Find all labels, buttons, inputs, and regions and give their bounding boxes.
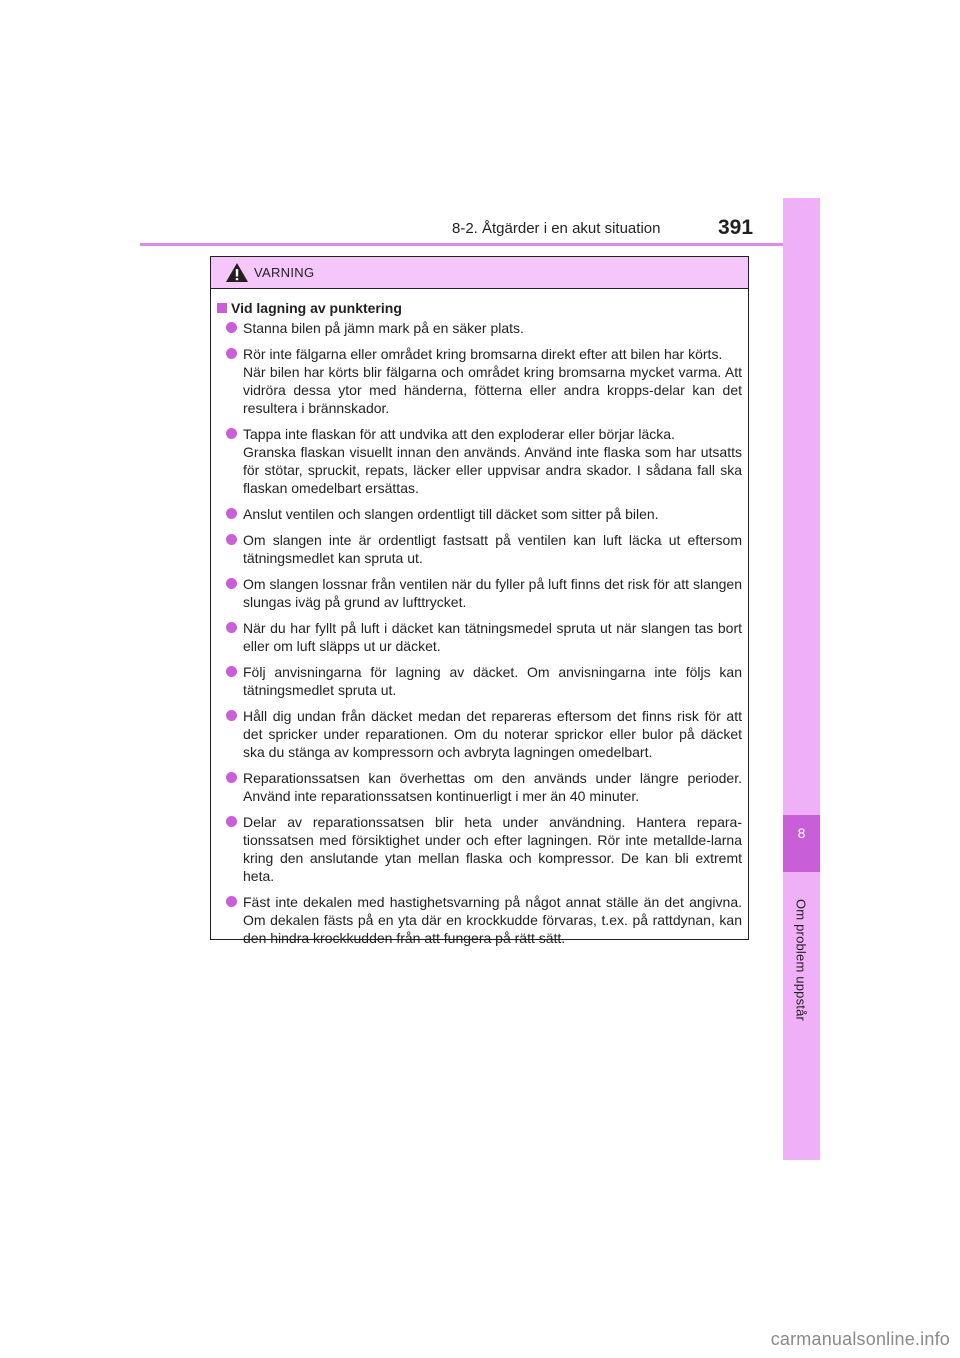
bullet-icon [226, 772, 237, 783]
list-item [217, 531, 742, 567]
list-item-text: Delar av reparationssatsen blir heta under användning. Hantera repara-tionssatsen med försiktighet under och efter lagningen. Rör inte metallde-larna kring den anslutande ytan mellan flaska och kompressor. De kan bli extremt heta. [243, 814, 742, 884]
list-item-text: Anslut ventilen och slangen ordentligt till däcket som sitter på bilen. [243, 506, 659, 522]
section-heading [217, 300, 742, 316]
list-item [217, 345, 742, 417]
section-heading-text: Vid lagning av punktering [231, 300, 402, 316]
side-tab-active[interactable] [783, 815, 820, 872]
list-item-text: Tappa inte flaskan för att undvika att den exploderar eller börjar läcka. Granska flaskan visuellt innan den används. Använd inte flaska som har utsatts för stötar, spruckit, repats, läcker eller uppvisar andra skador. I sådana fall ska flaskan omedelbart ersättas. [243, 426, 742, 496]
list-item [217, 505, 742, 523]
list-item [217, 813, 742, 885]
list-item-text: Följ anvisningarna för lagning av däcket. Om anvisningarna inte följs kan tätningsmedlet spruta ut. [243, 664, 742, 698]
list-item [217, 893, 742, 947]
header-rule [140, 243, 820, 246]
bullet-icon [226, 666, 237, 677]
warning-list [217, 319, 742, 947]
list-item-text: När du har fyllt på luft i däcket kan tätningsmedel spruta ut när slangen tas bort eller om luft släpps ut ur däcket. [243, 620, 742, 654]
bullet-icon [226, 348, 237, 359]
warning-title: VARNING [254, 265, 315, 280]
bullet-icon [226, 508, 237, 519]
chapter-title: 8-2. Åtgärder i en akut situation [452, 220, 661, 237]
bullet-icon [226, 896, 237, 907]
warning-box [210, 256, 749, 946]
warning-header [211, 257, 748, 289]
list-item-text: Reparationssatsen kan överhettas om den används under längre perioder. Använd inte reparationssatsen kontinuerligt i mer än 40 minuter. [243, 770, 742, 804]
square-bullet-icon [217, 303, 227, 313]
list-item [217, 575, 742, 611]
side-tab-label: Om problem uppstår [793, 898, 809, 1022]
page-number: 391 [718, 216, 754, 239]
bullet-icon [226, 578, 237, 589]
bullet-icon [226, 710, 237, 721]
list-item-text: Om slangen lossnar från ventilen när du fyller på luft finns det risk för att slangen slungas iväg på grund av lufttrycket. [243, 576, 742, 610]
list-item [217, 619, 742, 655]
list-item-text: Håll dig undan från däcket medan det repareras eftersom det finns risk för att det spricker under reparationen. Om du noterar sprickor eller bulor på däcket ska du stänga av kompressorn och avbryta lagningen omedelbart. [243, 708, 742, 760]
bullet-icon [226, 816, 237, 827]
side-tab-number: 8 [797, 825, 806, 841]
list-item [217, 319, 742, 337]
list-item [217, 425, 742, 497]
bullet-icon [226, 622, 237, 633]
bullet-icon [226, 534, 237, 545]
list-item-text: Rör inte fälgarna eller området kring bromsarna direkt efter att bilen har körts. När bilen har körts blir fälgarna och området kring bromsarna mycket varma. Att vidröra dessa ytor med händerna, fötterna eller andra kropps-delar kan det resultera i brännskador. [243, 346, 742, 416]
watermark[interactable]: carmanualsonline.info [770, 1329, 950, 1349]
warning-triangle-icon [225, 262, 249, 283]
list-item-text: Stanna bilen på jämn mark på en säker plats. [243, 320, 524, 336]
warning-body [211, 289, 748, 947]
bullet-icon [226, 322, 237, 333]
bullet-icon [226, 428, 237, 439]
list-item-text: Om slangen inte är ordentligt fastsatt på ventilen kan luft läcka ut eftersom tätningsmedlet kan spruta ut. [243, 532, 742, 566]
list-item-text: Fäst inte dekalen med hastighetsvarning på något annat ställe än det angivna. Om dekalen fästs på en yta där en krockkudde förvaras, t.ex. på rattdynan, kan den hindra krockkudden från att fungera på rätt sätt. [243, 894, 742, 946]
list-item [217, 707, 742, 761]
list-item [217, 663, 742, 699]
list-item [217, 769, 742, 805]
